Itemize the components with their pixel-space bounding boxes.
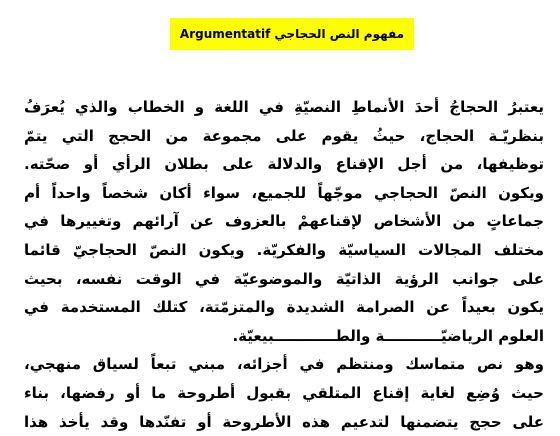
text-line: يكون بعيداً عن الصرامة الشديدة والمتزمّتة، كتلك المستخدمة في xyxy=(24,298,544,317)
text-line: العلوم الرياضيّـــــــــــة والطــــــــــــبيعيّة. xyxy=(232,326,544,345)
title-box xyxy=(170,18,414,50)
text-line: بنظريّـة الحجاج، حيثُ يقوم على مجموعة من الحجج التي يتمّ xyxy=(24,126,544,145)
text-line: مختلف المجالات السياسيّة والفكريّة. ويكون النصّ الحجاجيّ قائما xyxy=(24,240,544,259)
body-paragraph xyxy=(24,93,544,436)
text-line: جماعاتٍ من الأشخاص لإقناعهمْ بالعزوف عن آرائهم وتغييرها في xyxy=(24,212,544,231)
text-line: حيث وُضِع لغاية إقناع المتلقي بقبول أطروحة ما أو رفضها، بناء xyxy=(24,383,544,402)
text-line: وهو نص متماسك ومنتظم في أجزائه، مبني تبعاً لسياق منهجي، xyxy=(24,355,544,374)
text-line: توظيفها، من أجل الإقناع والدلالة على بطلان الرأي أو صحّته. xyxy=(24,155,544,174)
text-line: يعتبرُ الحجاجُ أحدَ الأنماطِ النصيّةِ في اللغة و الخطاب والذي يُعرَفُ xyxy=(24,98,544,116)
text-line: على جوانب الرؤية الذاتيّة والموضوعيّة في الوقت نفسه، بحيث xyxy=(24,269,544,288)
text-line: على حجج يتضمنها لتدعيم هذه الأطروحة أو تفنّدها وقد يأخذ هذا xyxy=(24,412,544,431)
title-arabic: مفهوم النص الحجاجي xyxy=(274,27,405,41)
text-line: ويكون النصّ الحجاجي موجّهاً للجميع، سواء أكان شخصاً واحداً أم xyxy=(24,183,544,202)
title-latin: Argumentatif xyxy=(179,27,271,41)
